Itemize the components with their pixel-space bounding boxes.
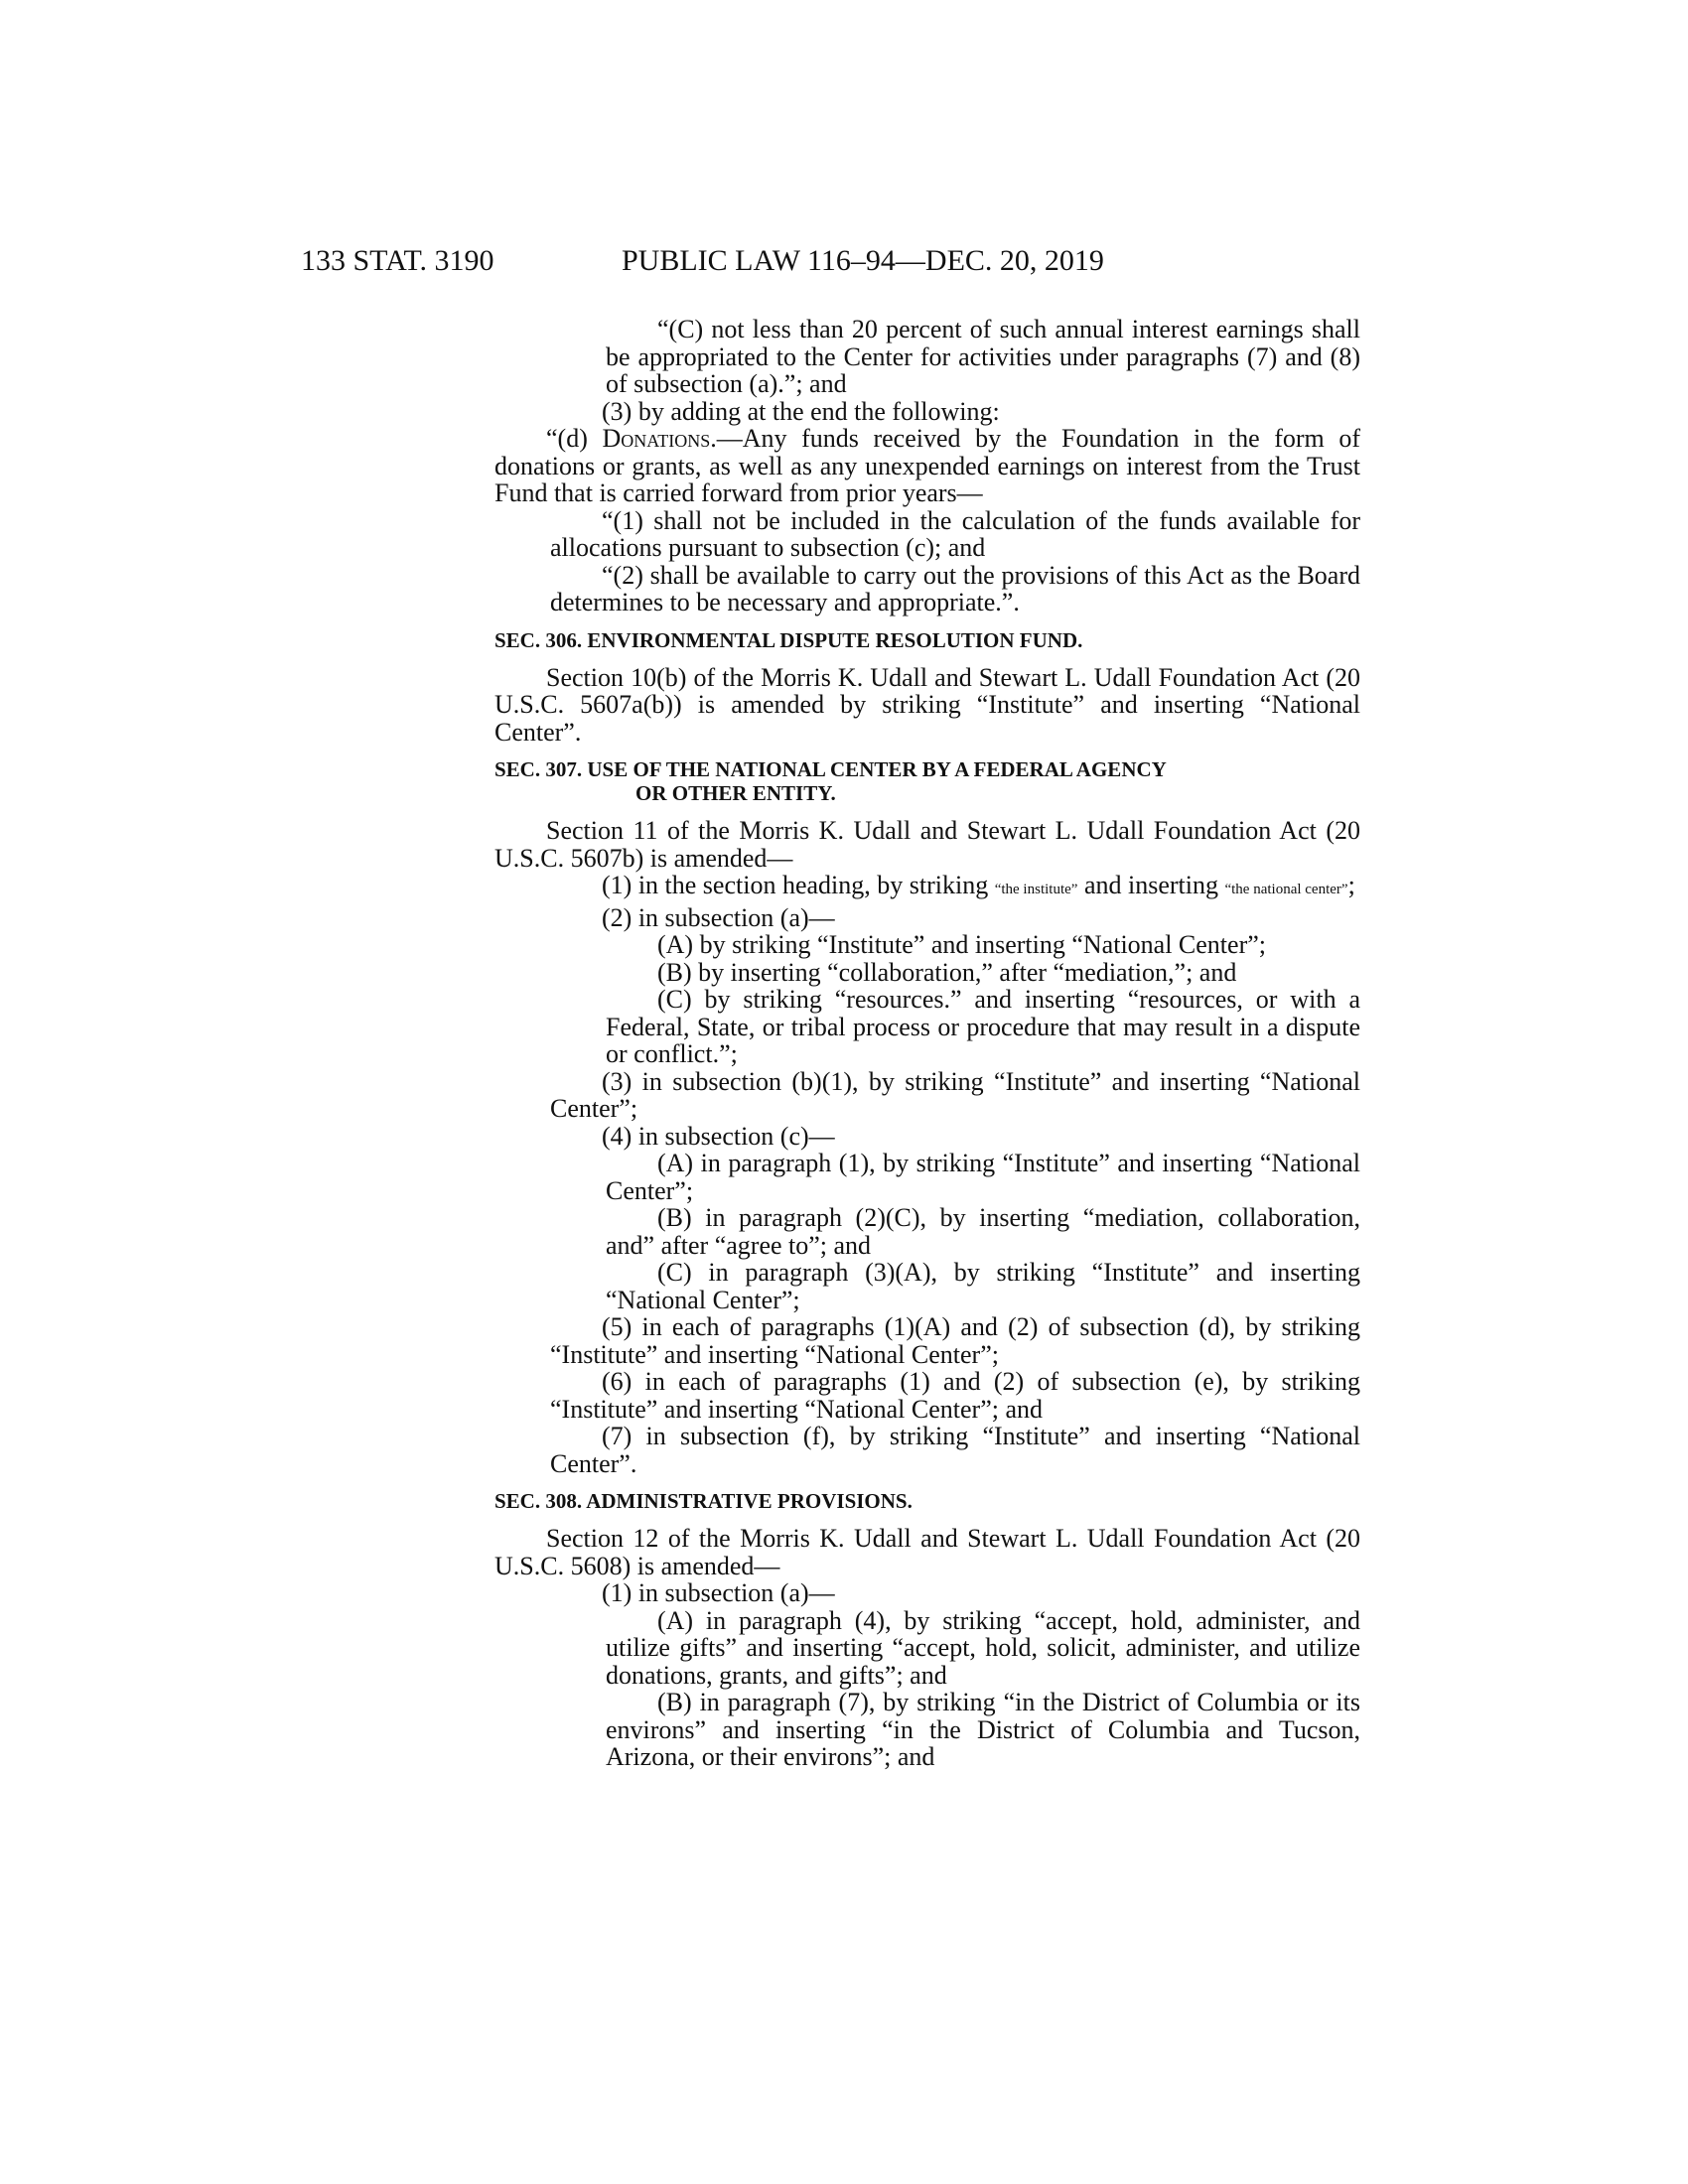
stat-reference: 133 STAT. 3190 xyxy=(301,244,494,277)
section-307-item-4: (4) in subsection (c)— xyxy=(602,1121,835,1151)
inserted-heading-text: “the national center” xyxy=(1224,882,1348,897)
paragraph-c-interest-earnings: “(C) not less than 20 percent of such annual interest earnings shall be appropriated to the Center for activities under paragraphs (7) and (8) of subsection (a).”; and xyxy=(606,315,1360,398)
item-text: (1) in the section heading, by striking xyxy=(602,871,995,899)
section-308-item-1a: (A) in paragraph (4), by striking “accept, hold, administer, and utilize gifts” and inserting “accept, hold, solicit, administer, and utilize donations, grants, and gifts”; and xyxy=(606,1605,1360,1690)
section-307-item-7: (7) in subsection (f), by striking “Institute” and inserting “National Center”. xyxy=(550,1422,1360,1478)
item-text: ; xyxy=(1347,871,1355,899)
section-307-item-1 xyxy=(494,872,1360,904)
section-307-heading xyxy=(494,757,1360,805)
section-306-heading: SEC. 306. ENVIRONMENTAL DISPUTE RESOLUTION FUND. xyxy=(494,627,1083,652)
section-307-item-5: (5) in each of paragraphs (1)(A) and (2) of subsection (d), by striking “Institute” and inserting “National Center”; xyxy=(550,1312,1360,1369)
paragraph-3-adding: (3) by adding at the end the following: xyxy=(602,396,1000,426)
section-307-item-6: (6) in each of paragraphs (1) and (2) of subsection (e), by striking “Institute” and inserting “National Center”; and xyxy=(550,1367,1360,1424)
section-308-intro: Section 12 of the Morris K. Udall and Stewart L. Udall Foundation Act (20 U.S.C. 5608) is amended— xyxy=(494,1524,1360,1580)
section-307-item-4c: (C) in paragraph (3)(A), by striking “Institute” and inserting “National Center”; xyxy=(606,1258,1360,1314)
paragraph-d-1: “(1) shall not be included in the calculation of the funds available for allocations pursuant to subsection (c); and xyxy=(550,505,1360,562)
paragraph-rest: .—Any funds received by the Foundation in the form of donations or grants, as well as any unexpended earnings on interest from the Trust Fund that is carried forward from prior years— xyxy=(494,424,1360,507)
section-307-heading-line1: SEC. 307. USE OF THE NATIONAL CENTER BY A FEDERAL AGENCY xyxy=(494,757,1167,781)
paragraph-d-donations xyxy=(494,425,1360,507)
paragraph-lead: “(d) xyxy=(546,424,603,453)
section-307-item-2b: (B) by inserting “collaboration,” after “mediation,”; and xyxy=(657,957,1237,987)
paragraph-d-2: “(2) shall be available to carry out the provisions of this Act as the Board determines to be necessary and appropriate.”. xyxy=(550,560,1360,616)
section-307-intro: Section 11 of the Morris K. Udall and Stewart L. Udall Foundation Act (20 U.S.C. 5607b) is amended— xyxy=(494,816,1360,873)
section-306-body: Section 10(b) of the Morris K. Udall and Stewart L. Udall Foundation Act (20 U.S.C. 5607a(b)) is amended by striking “Institute” and inserting “National Center”. xyxy=(494,662,1360,747)
section-308-item-1: (1) in subsection (a)— xyxy=(602,1578,835,1607)
section-307-item-2c: (C) by striking “resources.” and inserting “resources, or with a Federal, State, or tribal process or procedure that may result in a dispute or conflict.”; xyxy=(606,985,1360,1068)
section-307-item-2: (2) in subsection (a)— xyxy=(602,902,835,932)
section-308-heading: SEC. 308. ADMINISTRATIVE PROVISIONS. xyxy=(494,1489,913,1513)
section-307-item-4a: (A) in paragraph (1), by striking “Institute” and inserting “National Center”; xyxy=(606,1149,1360,1205)
section-307-item-4b: (B) in paragraph (2)(C), by inserting “mediation, collaboration, and” after “agree to”; and xyxy=(606,1203,1360,1260)
section-307-item-2a: (A) by striking “Institute” and inserting “National Center”; xyxy=(657,930,1266,959)
public-law-title: PUBLIC LAW 116–94—DEC. 20, 2019 xyxy=(622,244,1104,277)
section-307-heading-line2: OR OTHER ENTITY. xyxy=(635,781,836,805)
donations-heading: Donations xyxy=(602,424,711,453)
page-body xyxy=(494,316,1360,1771)
section-307-item-3: (3) in subsection (b)(1), by striking “Institute” and inserting “National Center”; xyxy=(550,1066,1360,1123)
struck-heading-text: “the institute” xyxy=(994,882,1078,897)
item-text: and inserting xyxy=(1077,871,1225,899)
section-308-item-1b: (B) in paragraph (7), by striking “in the District of Columbia or its environs” and inserting “in the District of Columbia and Tucson, Arizona, or their environs”; and xyxy=(606,1688,1360,1771)
page-header xyxy=(0,244,1688,284)
